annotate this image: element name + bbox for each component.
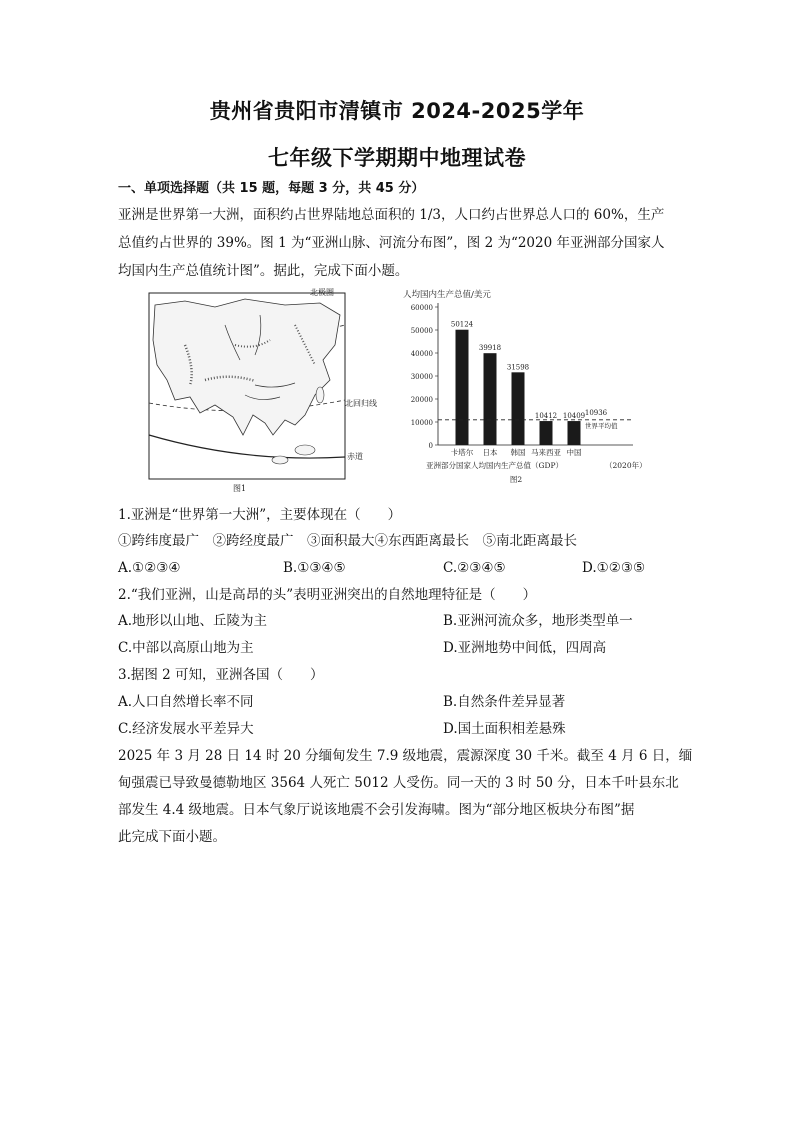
- y-tick-label: 0: [428, 442, 433, 450]
- y-tick-label: 20000: [410, 396, 433, 404]
- q1-option-d: D.①②③⑤: [582, 560, 646, 576]
- q3-option-c: C.经济发展水平差异大: [118, 721, 254, 737]
- intro-line: 总值约占世界的 39%。图 1 为“亚洲山脉、河流分布图”，图 2 为“2020 年亚洲部分国家人: [118, 235, 665, 251]
- bar-value-label: 31598: [506, 363, 530, 372]
- figure-2-gdp-chart: [398, 285, 678, 495]
- bar: [484, 353, 497, 445]
- question-2-stem: 2.“我们亚洲，山是高昂的头”表明亚洲突出的自然地理特征是（ ）: [118, 587, 537, 603]
- q2-option-c: C.中部以高原山地为主: [118, 640, 254, 656]
- y-tick-label: 10000: [410, 419, 433, 427]
- y-tick-label: 30000: [410, 373, 433, 381]
- figure-1-asia-map: [145, 285, 385, 495]
- equator-label: 赤道: [347, 452, 363, 461]
- world-average-label: 世界平均值: [585, 421, 618, 430]
- y-tick-label: 60000: [410, 304, 433, 312]
- figure-1-caption: 图1: [233, 484, 247, 493]
- arctic-circle-label: 北极圈: [310, 288, 334, 297]
- q3-option-b: B.自然条件差异显著: [443, 694, 566, 710]
- category-label: 中国: [566, 448, 582, 457]
- question-1-items: ①跨纬度最广 ②跨经度最广 ③面积最大④东西距离最长 ⑤南北距离最长: [118, 533, 577, 549]
- bar: [456, 330, 469, 445]
- category-label: 卡塔尔: [450, 448, 474, 457]
- category-label: 韩国: [510, 448, 526, 457]
- question-3-stem: 3.据图 2 可知，亚洲各国（ ）: [118, 667, 324, 683]
- world-average-value: 10936: [584, 408, 608, 417]
- q2-option-a: A.地形以山地、丘陵为主: [118, 613, 268, 629]
- tropic-label: 北回归线: [345, 399, 377, 408]
- q1-option-a: A.①②③④: [118, 560, 181, 576]
- chart-year: （2020年）: [605, 461, 647, 470]
- intro-line: 亚洲是世界第一大洲，面积约占世界陆地总面积的 1/3，人口约占世界总人口的 60%，生产: [118, 207, 665, 223]
- bar: [540, 421, 553, 445]
- q3-option-a: A.人口自然增长率不同: [118, 694, 254, 710]
- bar: [512, 372, 525, 445]
- y-tick-label: 40000: [410, 350, 433, 358]
- category-label: 日本: [482, 448, 498, 457]
- bar-value-label: 10409: [562, 412, 586, 421]
- bar-value-label: 50124: [450, 320, 474, 329]
- q1-option-b: B.①③④⑤: [283, 560, 346, 576]
- q1-option-c: C.②③④⑤: [443, 560, 506, 576]
- question-1-stem: 1.亚洲是“世界第一大洲”，主要体现在（ ）: [118, 507, 402, 523]
- passage-line: 2025 年 3 月 28 日 14 时 20 分缅甸发生 7.9 级地震，震源深度 30 千米。截至 4 月 6 日，缅: [118, 748, 693, 764]
- gdp-bar-chart: [398, 285, 678, 495]
- category-label: 马来西亚: [531, 448, 561, 457]
- passage-line: 甸强震已导致曼德勒地区 3564 人死亡 5012 人受伤。同一天的 3 时 50 分，日本千叶县东北: [118, 775, 679, 791]
- bar: [568, 421, 581, 445]
- q2-option-b: B.亚洲河流众多，地形类型单一: [443, 613, 633, 629]
- passage-line: 此完成下面小题。: [118, 829, 226, 845]
- passage-line: 部发生 4.4 级地震。日本气象厅说该地震不会引发海啸。图为“部分地区板块分布图”据: [118, 802, 635, 818]
- figure-2-caption: 图2: [509, 475, 523, 484]
- y-axis-label: 人均国内生产总值/美元: [403, 290, 491, 300]
- q2-option-d: D.亚洲地势中间低，四周高: [443, 640, 607, 656]
- section-heading: 一、单项选择题（共 15 题，每题 3 分，共 45 分）: [118, 181, 425, 196]
- exam-title-line2: 七年级下学期期中地理试卷: [268, 146, 526, 170]
- bar-value-label: 39918: [478, 344, 502, 353]
- chart-subtitle: 亚洲部分国家人均国内生产总值（GDP）: [426, 461, 564, 470]
- q3-option-d: D.国土面积相差悬殊: [443, 721, 566, 737]
- exam-title-line1: 贵州省贵阳市清镇市 2024-2025学年: [209, 99, 585, 123]
- intro-line: 均国内生产总值统计图”。据此，完成下面小题。: [118, 263, 409, 279]
- bar-value-label: 10412: [534, 412, 558, 421]
- y-tick-label: 50000: [410, 327, 433, 335]
